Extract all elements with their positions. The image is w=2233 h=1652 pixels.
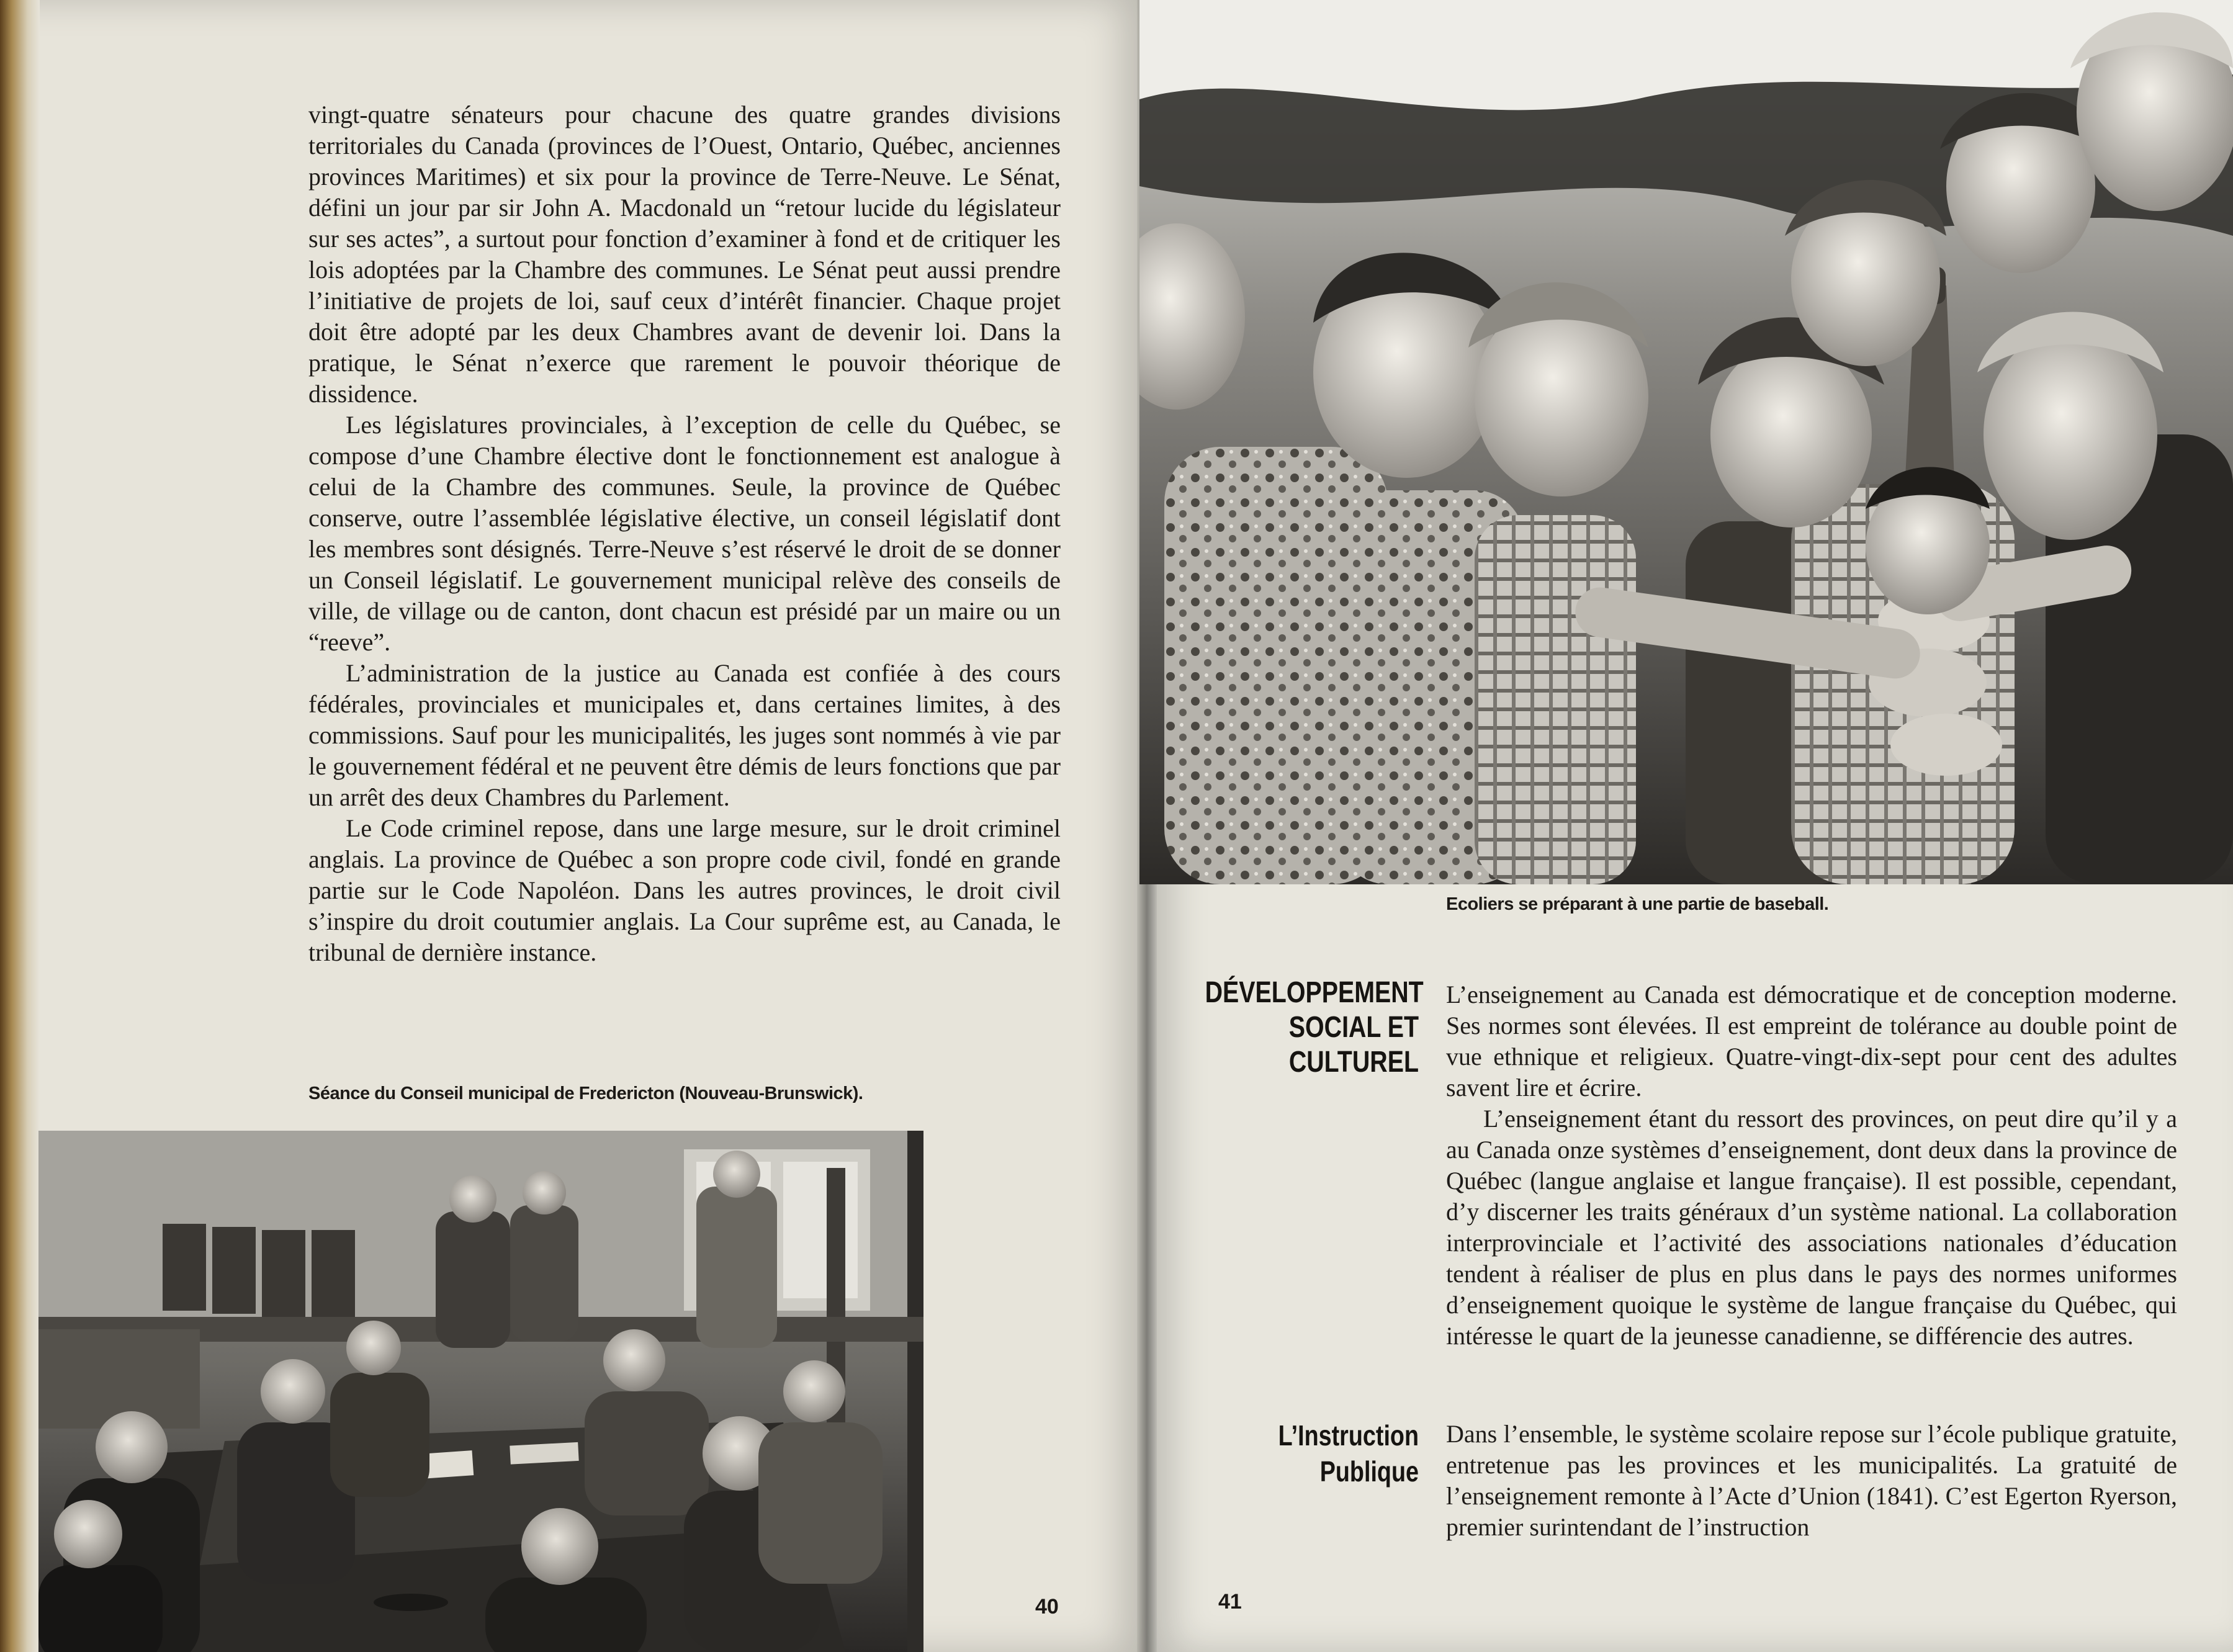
paragraph: L’enseignement au Canada est démocratique et de conception moderne. Ses normes sont élevées. Il est empreint de tolérance au double point de vue ethnique et religieux. Quatre-vingt-dix-sept pour cent des adultes savent lire et écrire.: [1446, 981, 2177, 1102]
council-photo-caption: Séance du Conseil municipal de Fredericton (Nouveau-Brunswick).: [308, 1084, 863, 1103]
paragraph: Dans l’ensemble, le système scolaire repose sur l’école publique gratuite, entretenue pas les provinces et les municipalités. La gratuité de l’enseignement remonte à l’Acte d’Union (1841). C’est Egerton Ryerson, premier surintendant de l’instruction: [1446, 1420, 2177, 1541]
subsection-body: [1446, 1419, 2177, 1543]
section-heading-line: DÉVELOPPEMENT: [1205, 976, 1424, 1009]
section-heading: [1205, 976, 1424, 1080]
paragraph: Le Code criminel repose, dans une large mesure, sur le droit criminel anglais. La province de Québec a son propre code civil, fondé en grande partie sur le Code Napoléon. Dans les autres provinces, le droit civil s’inspire du droit coutumier anglais. La Cour suprême est, au Canada, le tribunal de dernière instance.: [308, 814, 1061, 966]
subsection-heading-line: Publique: [1319, 1455, 1419, 1488]
children-baseball-photo: [1139, 0, 2233, 884]
paragraph: L’administration de la justice au Canada est confiée à des cours fédérales, provinciales et municipales et, dans certaines limites, à des commissions. Sauf pour les municipalités, les juges sont nommés à vie par le gouvernement fédéral et ne peuvent être démis de leurs fonctions que par un arrêt des deux Chambres du Parlement.: [308, 659, 1061, 811]
left-page-body: [308, 99, 1061, 968]
section-heading-line: SOCIAL ET: [1288, 1011, 1419, 1044]
section-heading-line: CULTUREL: [1288, 1046, 1419, 1079]
council-meeting-photo: [38, 1131, 923, 1652]
page-number: 41: [1218, 1590, 1242, 1614]
section-body: [1446, 979, 2177, 1352]
subsection-heading-line: L’Instruction: [1278, 1419, 1419, 1452]
subsection-heading: [1205, 1417, 1419, 1489]
page-edge: [0, 0, 40, 1652]
paragraph: L’enseignement étant du ressort des provinces, on peut dire qu’il y a au Canada onze systèmes d’enseignement, dont deux dans la province de Québec (langue anglaise et langue française). Il est possible, cependant, d’y discerner les traits généraux d’un système national. La collaboration interprovinciale et l’activité des associations nationales d’éducation tendent à réaliser de plus en plus dans le pays des normes uniformes d’enseignement quoique le système de langue française du Québec, qui intéresse le quart de la jeunesse canadienne, se différencie des autres.: [1446, 1105, 2177, 1350]
kids-photo-caption: Ecoliers se préparant à une partie de baseball.: [1446, 894, 1829, 914]
paragraph: vingt-quatre sénateurs pour chacune des quatre grandes divisions territoriales du Canada (provinces de l’Ouest, Ontario, Québec, anciennes provinces Maritimes) et six pour la province de Terre-Neuve. Le Sénat, défini un jour par sir John A. Macdonald un “retour lucide du législateur sur ses actes”, a surtout pour fonction d’examiner à fond et de critiquer les lois adoptées par la Chambre des communes. Le Sénat peut aussi prendre l’initiative de projets de loi, sauf ceux d’intérêt financier. Chaque projet doit être adopté par les deux Chambres avant de devenir loi. Dans la pratique, le Sénat n’exerce que rarement le pouvoir théorique de dissidence.: [308, 101, 1061, 408]
page-number: 40: [1035, 1595, 1059, 1618]
paragraph: Les législatures provinciales, à l’exception de celle du Québec, se compose d’une Chambre élective dont le fonctionnement est analogue à celui de la Chambre des communes. Seule, la province de Québec conserve, outre l’assemblée législative élective, un conseil législatif dont les membres sont désignés. Terre-Neuve s’est réservé le droit de se donner un Conseil législatif. Le gouvernement municipal relève des conseils de ville, de village ou de canton, dont chacun est présidé par un maire ou un “reeve”.: [308, 411, 1061, 656]
